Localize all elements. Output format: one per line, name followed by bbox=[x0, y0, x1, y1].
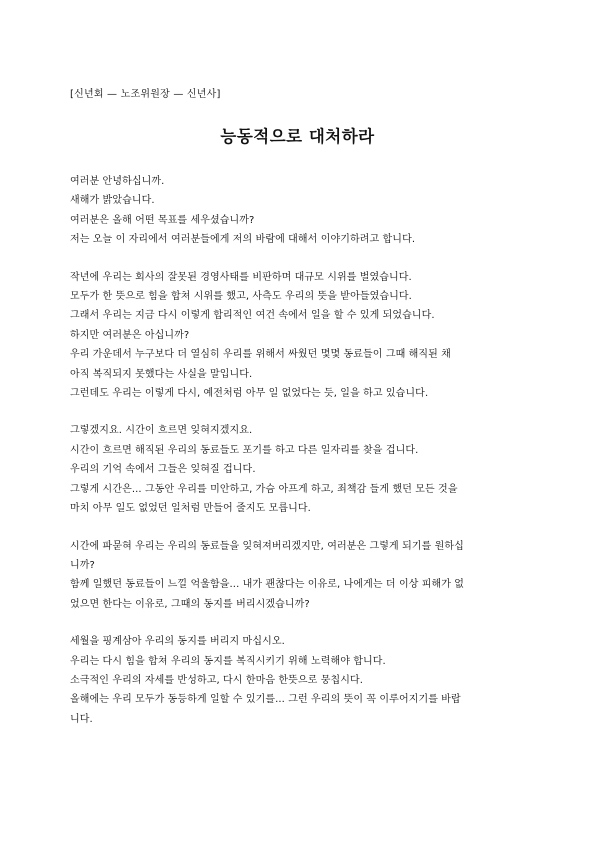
text-line: 세월을 핑계삼아 우리의 동지를 버리지 마십시오. bbox=[70, 636, 285, 648]
text-line: 작년에 우리는 회사의 잘못된 경영사태를 비판하며 대규모 시위를 벌였습니다. bbox=[70, 271, 412, 283]
document-body bbox=[70, 172, 530, 729]
text-line: 올해에는 우리 모두가 동등하게 일할 수 있기를... 그런 우리의 뜻이 꼭 이루어지기를 바랍 bbox=[70, 694, 461, 706]
text-line: 그렇겠지요. 시간이 흐르면 잊혀지겠지요. bbox=[70, 425, 253, 437]
page-title: 능동적으로 대처하라 bbox=[220, 127, 375, 146]
text-line: 니까? bbox=[70, 559, 95, 571]
text-line: 었으면 한다는 이유로, 그때의 동지를 버리시겠습니까? bbox=[70, 598, 310, 610]
text-line: 그런데도 우리는 이렇게 다시, 예전처럼 아무 일 없었다는 듯, 일을 하고 있습니다. bbox=[70, 388, 429, 400]
text-line: 마치 아무 일도 없었던 일처럼 만들어 줄지도 모릅니다. bbox=[70, 503, 311, 515]
paragraph bbox=[70, 537, 530, 615]
text-line: 그래서 우리는 지금 다시 이렇게 합리적인 여건 속에서 일을 할 수 있게 되었습니다. bbox=[70, 310, 435, 322]
text-line: 여러분은 올해 어떤 목표를 세우셨습니까? bbox=[70, 214, 255, 226]
paragraph bbox=[70, 172, 530, 250]
text-line: 우리는 다시 힘을 합쳐 우리의 동지를 복직시키기 위해 노력해야 합니다. bbox=[70, 655, 386, 667]
text-line: 함께 일했던 동료들이 느낄 억울함을... 내가 괜찮다는 이유로, 나에게는 더 이상 피해가 없 bbox=[70, 579, 465, 591]
document-header: [신년회 — 노조위원장 — 신년사] bbox=[70, 89, 221, 100]
text-line: 새해가 밝았습니다. bbox=[70, 195, 155, 207]
text-line: 니다. bbox=[70, 713, 93, 725]
text-line: 우리의 기억 속에서 그들은 잊혀질 겁니다. bbox=[70, 464, 256, 476]
text-line: 아직 복직되지 못했다는 사실을 말입니다. bbox=[70, 368, 253, 380]
paragraph bbox=[70, 632, 530, 729]
text-line: 그렇게 시간은... 그동안 우리를 미안하고, 가슴 아프게 하고, 죄책감 들게 했던 모든 것을 bbox=[70, 483, 458, 495]
text-line: 소극적인 우리의 자세를 반성하고, 다시 한마음 한뜻으로 뭉칩시다. bbox=[70, 674, 364, 686]
text-line: 시간이 흐르면 해직된 우리의 동료들도 포기를 하고 다른 일자리를 찾을 겁니다. bbox=[70, 444, 419, 456]
paragraph bbox=[70, 421, 530, 518]
text-line: 여러분 안녕하십니까. bbox=[70, 176, 165, 187]
text-line: 하지만 여러분은 아십니까? bbox=[70, 329, 190, 341]
text-line: 저는 오늘 이 자리에서 여러분들에게 저의 바람에 대해서 이야기하려고 합니다. bbox=[70, 234, 416, 246]
text-line: 시간에 파묻혀 우리는 우리의 동료들을 잊혀져버리겠지만, 여러분은 그렇게 되기를 원하십 bbox=[70, 540, 464, 552]
text-line: 모두가 한 뜻으로 힘을 합쳐 시위를 했고, 사측도 우리의 뜻을 받아들였습니다. bbox=[70, 291, 412, 303]
text-line: 우리 가운데서 누구보다 더 열심히 우리를 위해서 싸웠던 몇몇 동료들이 그때 해직된 채 bbox=[70, 349, 451, 361]
paragraph bbox=[70, 268, 530, 404]
